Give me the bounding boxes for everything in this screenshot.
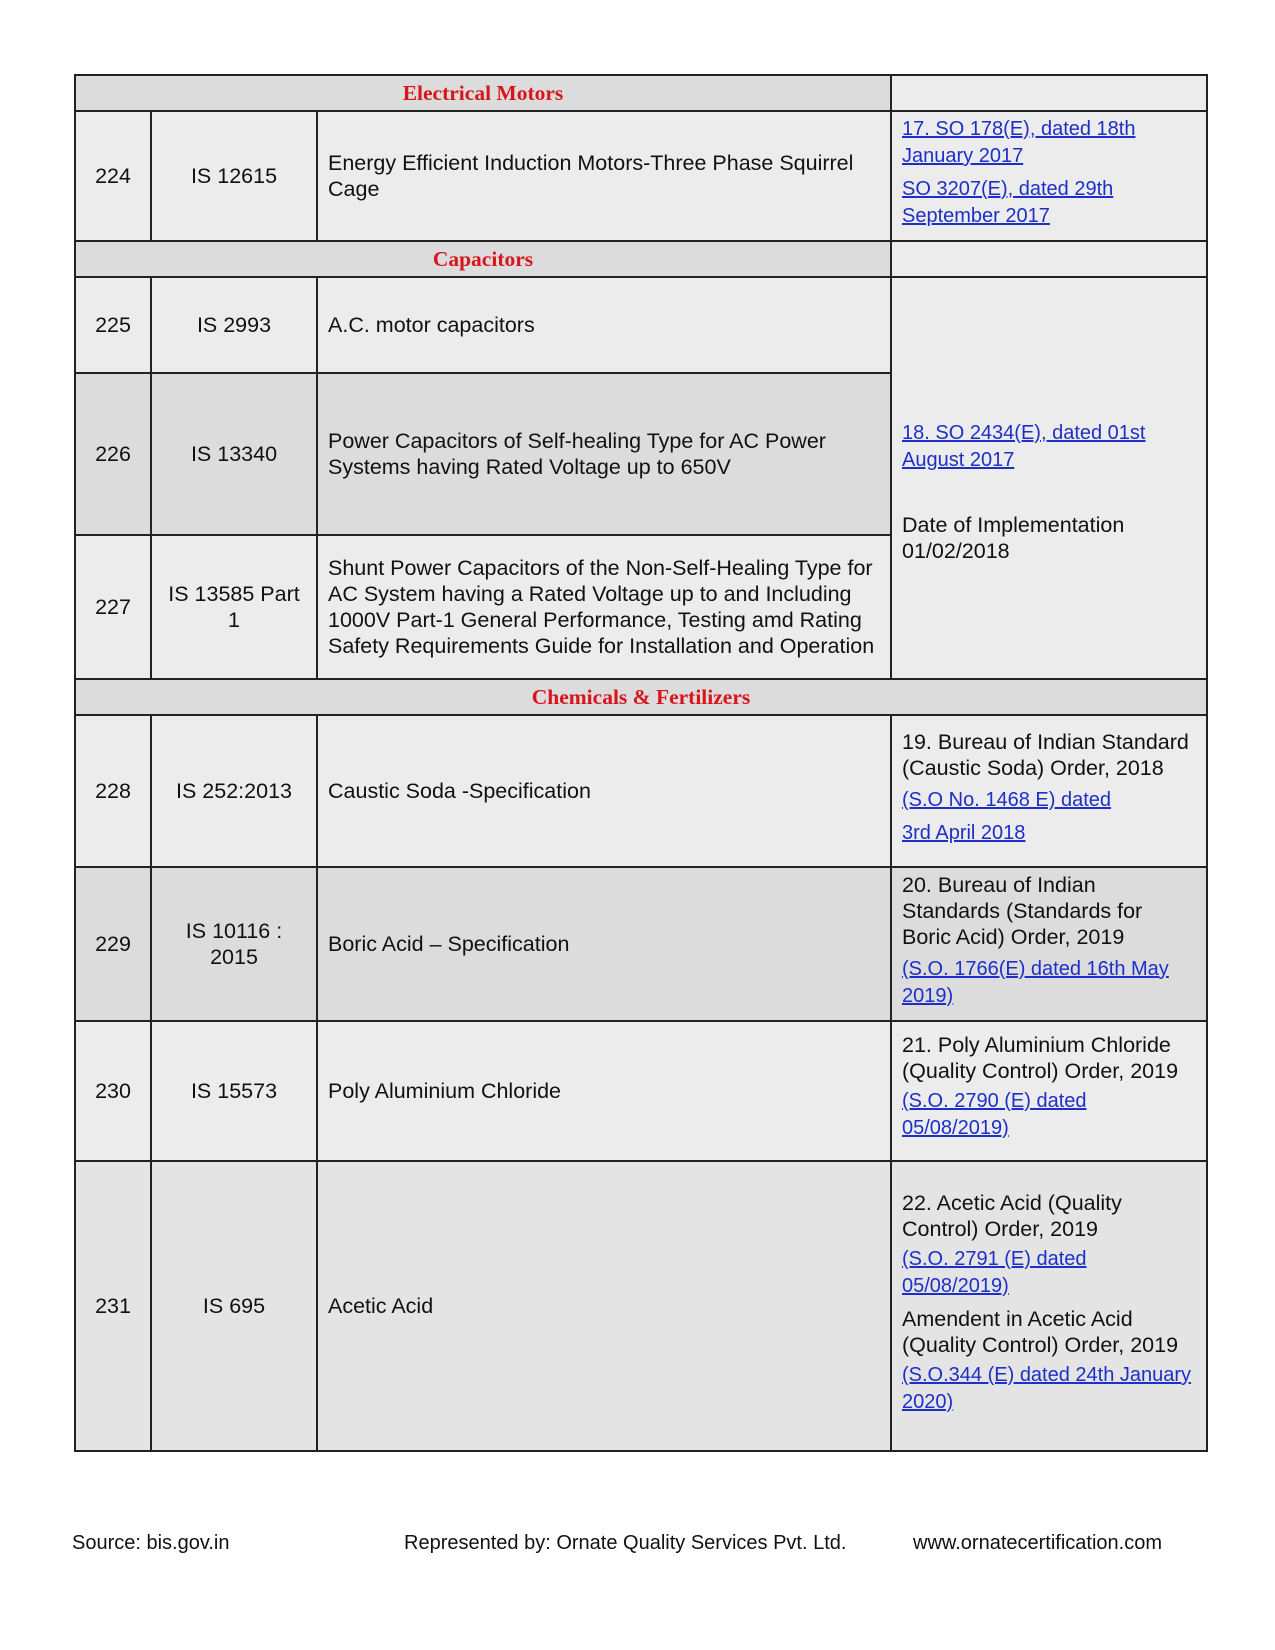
standard-code: IS 695 [151, 1161, 317, 1451]
table-row [75, 715, 1207, 867]
category-row-motors [75, 75, 1207, 111]
order-text: 20. Bureau of Indian Standards (Standards for Boric Acid) Order, 2019 [902, 873, 1143, 949]
order-link[interactable]: (S.O No. 1468 E) dated [902, 789, 1112, 811]
order-text: 21. Poly Aluminium Chloride (Quality Control) Order, 2019 [902, 1033, 1179, 1083]
row-number: 228 [75, 715, 151, 867]
product-description: Shunt Power Capacitors of the Non-Self-Healing Type for AC System having a Rated Voltage up to and Including 1000V Part-1 General Performance, Testing amd Rating Safety Requirements Guide for Installation and Operation [317, 535, 891, 679]
category-title: Chemicals & Fertilizers [75, 679, 1207, 715]
product-description: Power Capacitors of Self-healing Type for AC Power Systems having Rated Voltage up to 650V [317, 373, 891, 535]
footer-website[interactable]: www.ornatecertification.com [913, 1532, 1162, 1554]
order-link[interactable]: SO 3207(E), dated 29th September 2017 [902, 178, 1114, 227]
standard-code: IS 10116 : 2015 [151, 867, 317, 1021]
table-row [75, 867, 1207, 1021]
standard-code: IS 12615 [151, 111, 317, 241]
standard-code: IS 13340 [151, 373, 317, 535]
order-text: 19. Bureau of Indian Standard (Caustic Soda) Order, 2018 [902, 730, 1189, 780]
standards-table [74, 74, 1208, 1452]
order-cell [891, 715, 1207, 867]
product-description: Boric Acid – Specification [317, 867, 891, 1021]
product-description: Energy Efficient Induction Motors-Three Phase Squirrel Cage [317, 111, 891, 241]
row-number: 229 [75, 867, 151, 1021]
row-number: 225 [75, 277, 151, 373]
row-number: 231 [75, 1161, 151, 1451]
row-number: 227 [75, 535, 151, 679]
row-number: 226 [75, 373, 151, 535]
row-number: 224 [75, 111, 151, 241]
row-number: 230 [75, 1021, 151, 1161]
order-link[interactable]: (S.O.344 (E) dated 24th January 2020) [902, 1364, 1192, 1413]
footer-source: Source: bis.gov.in [72, 1532, 230, 1554]
footer-represented-by: Represented by: Ornate Quality Services Pvt. Ltd. [404, 1532, 847, 1554]
standard-code: IS 2993 [151, 277, 317, 373]
product-description: Poly Aluminium Chloride [317, 1021, 891, 1161]
table-row [75, 1161, 1207, 1451]
category-row-capacitors [75, 241, 1207, 277]
standard-code: IS 13585 Part 1 [151, 535, 317, 679]
order-cell [891, 1021, 1207, 1161]
order-link[interactable]: (S.O. 1766(E) dated 16th May 2019) [902, 958, 1169, 1007]
order-text: Amendent in Acetic Acid (Quality Control) Order, 2019 [902, 1307, 1179, 1357]
product-description: A.C. motor capacitors [317, 277, 891, 373]
category-title: Electrical Motors [75, 75, 891, 111]
order-link[interactable]: 18. SO 2434(E), dated 01st August 2017 [902, 422, 1146, 471]
order-cell [891, 1161, 1207, 1451]
order-text: 22. Acetic Acid (Quality Control) Order, 2019 [902, 1191, 1122, 1241]
table-row [75, 111, 1207, 241]
table-row [75, 277, 1207, 373]
order-cell [891, 111, 1207, 241]
order-link[interactable]: (S.O. 2790 (E) dated 05/08/2019) [902, 1090, 1087, 1139]
order-text: Date of Implementation 01/02/2018 [902, 513, 1125, 563]
table-row [75, 1021, 1207, 1161]
order-link[interactable]: (S.O. 2791 (E) dated 05/08/2019) [902, 1248, 1087, 1297]
order-cell [891, 867, 1207, 1021]
order-link[interactable]: 3rd April 2018 [902, 822, 1026, 844]
standard-code: IS 252:2013 [151, 715, 317, 867]
standard-code: IS 15573 [151, 1021, 317, 1161]
product-description: Caustic Soda -Specification [317, 715, 891, 867]
category-title: Capacitors [75, 241, 891, 277]
category-row-chemicals [75, 679, 1207, 715]
product-description: Acetic Acid [317, 1161, 891, 1451]
order-link[interactable]: 17. SO 178(E), dated 18th January 2017 [902, 118, 1136, 167]
order-cell [891, 277, 1207, 679]
